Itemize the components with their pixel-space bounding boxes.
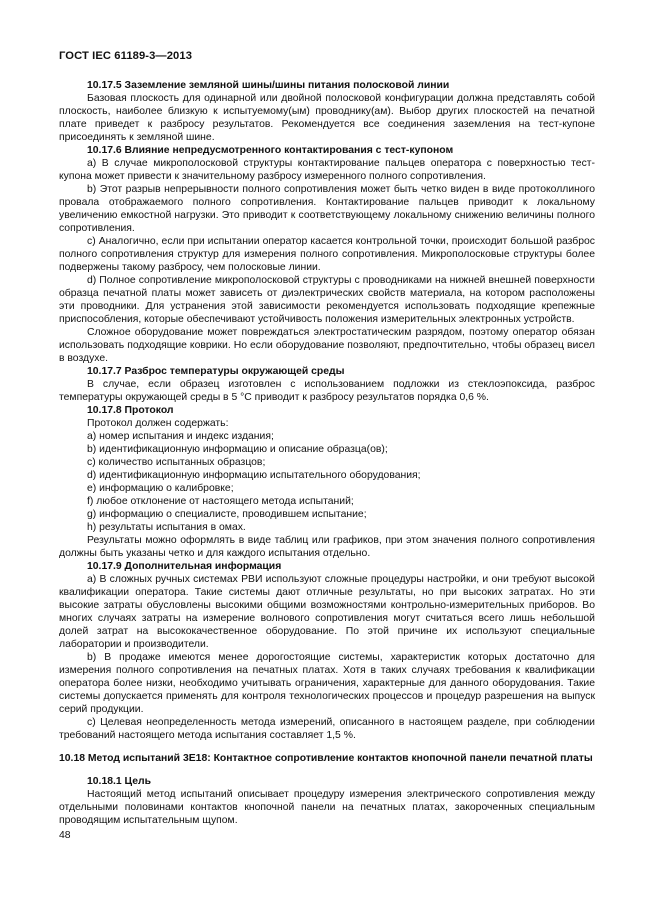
paragraph: c) Целевая неопределенность метода измерений, описанного в настоящем разделе, при соблюдении требований настоящего метода испытания составляет 1,5 %.: [59, 717, 595, 741]
document-body: [59, 79, 595, 827]
paragraph: Сложное оборудование может повреждаться электростатическим разрядом, поэтому оператор обязан использовать подходящие коврики. Но если оборудование позволяют, предпочтительно, чтобы образец висел в воздухе.: [59, 327, 595, 364]
section-heading: 10.17.8 Протокол: [87, 405, 174, 416]
paragraph: e) информацию о калибровке;: [87, 483, 234, 494]
paragraph: Протокол должен содержать:: [87, 418, 229, 429]
paragraph: Результаты можно оформлять в виде таблиц или графиков, при этом значения полного сопротивления должны быть указаны четко и для каждого испытания отдельно.: [59, 535, 595, 559]
clause-heading: 10.18 Метод испытаний 3E18: Контактное сопротивление контактов кнопочной панели печатной платы: [59, 753, 593, 764]
paragraph: В случае, если образец изготовлен с использованием подложки из стеклоэпоксида, разброс температуры окружающей среды в 5 °С приводит к разбросу результатов порядка 0,6 %.: [59, 379, 595, 403]
paragraph: Настоящий метод испытаний описывает процедуру измерения электрического сопротивления между отдельными половинами контактов кнопочной панели на печатных платах, закороченных специальным проводящим испытательным щупом.: [59, 789, 595, 826]
page-number: 48: [59, 830, 71, 841]
paragraph: c) Аналогично, если при испытании оператор касается контрольной точки, происходит большой разброс полного сопротивления структур для измерения полного сопротивления. Микрополосковые структуры более подвержены такому разбросу, чем полосковые линии.: [59, 236, 595, 273]
section-heading: 10.17.7 Разброс температуры окружающей среды: [87, 366, 345, 377]
paragraph: g) информацию о специалисте, проводившем испытание;: [87, 509, 367, 520]
paragraph: b) В продаже имеются менее дорогостоящие системы, характеристик которых достаточно для измерения полного сопротивления на печатных платах. Хотя в таких случаях требования к квалификации оператора более низки, необходимо учитывать ограничения, характерные для данного оборудования. Такие системы допускается применять для контроля технологических процессов и процедур разрешения на выпуск серий продукции.: [59, 652, 595, 715]
paragraph: Базовая плоскость для одинарной или двойной полосковой конфигурации должна представлять собой плоскость, наиболее близкую к испытуемому(ым) проводнику(ам). Выбор других плоскостей на печатной плате приведет к разбросу результатов. Рекомендуется все соединения заземления на тест-купоне присоединять к земляной шине.: [59, 93, 595, 143]
paragraph: a) В случае микрополосковой структуры контактирование пальцев оператора с поверхностью тест-купона может привести к значительному разбросу измеренного полного сопротивления.: [59, 158, 595, 182]
paragraph: b) идентификационную информацию и описание образца(ов);: [87, 444, 388, 455]
paragraph: a) В сложных ручных системах PBИ используют сложные процедуры настройки, и они требуют высокой квалификации оператора. Такие системы дают отличные результаты, но при высоких затратах. Но эти высокие затраты обусловлены высокими общими возможностями контрольно-измерительных приборов. Во многих случаях затраты на измерение волнового сопротивления могут считаться всего лишь небольшой долей затрат на высококачественное оборудование. По этой причине их используют специальные лаборатории и производители.: [59, 574, 595, 650]
paragraph: h) результаты испытания в омах.: [87, 522, 246, 533]
document-header: ГОСТ IEC 61189-3—2013: [59, 50, 193, 62]
paragraph: d) Полное сопротивление микрополосковой структуры с проводниками на нижней внешней поверхности образца печатной платы может зависеть от диэлектрических свойств материала, на котором расположены эти проводники. Для устранения этой зависимости рекомендуется использовать подходящие крепежные приспособления, которые обеспечивают устойчивость положения измерительных электронных устройств.: [59, 275, 595, 325]
paragraph: d) идентификационную информацию испытательного оборудования;: [87, 470, 421, 481]
section-heading: 10.17.9 Дополнительная информация: [87, 561, 282, 572]
paragraph: b) Этот разрыв непрерывности полного сопротивления может быть четко виден в виде протоколлиного провала отображаемого полного сопротивления. Контактирование пальцев приводит к локальному увеличению емкостной нагрузки. Это приводит к соответствующему локальному снижению величины полного сопротивления.: [59, 184, 595, 234]
paragraph: a) номер испытания и индекс издания;: [87, 431, 274, 442]
section-heading: 10.17.6 Влияние непредусмотренного контактирования с тест-купоном: [87, 145, 454, 156]
section-heading: 10.18.1 Цель: [87, 776, 152, 787]
section-heading: 10.17.5 Заземление земляной шины/шины питания полосковой линии: [87, 80, 450, 91]
paragraph: c) количество испытанных образцов;: [87, 457, 266, 468]
paragraph: f) любое отклонение от настоящего метода испытаний;: [87, 496, 354, 507]
